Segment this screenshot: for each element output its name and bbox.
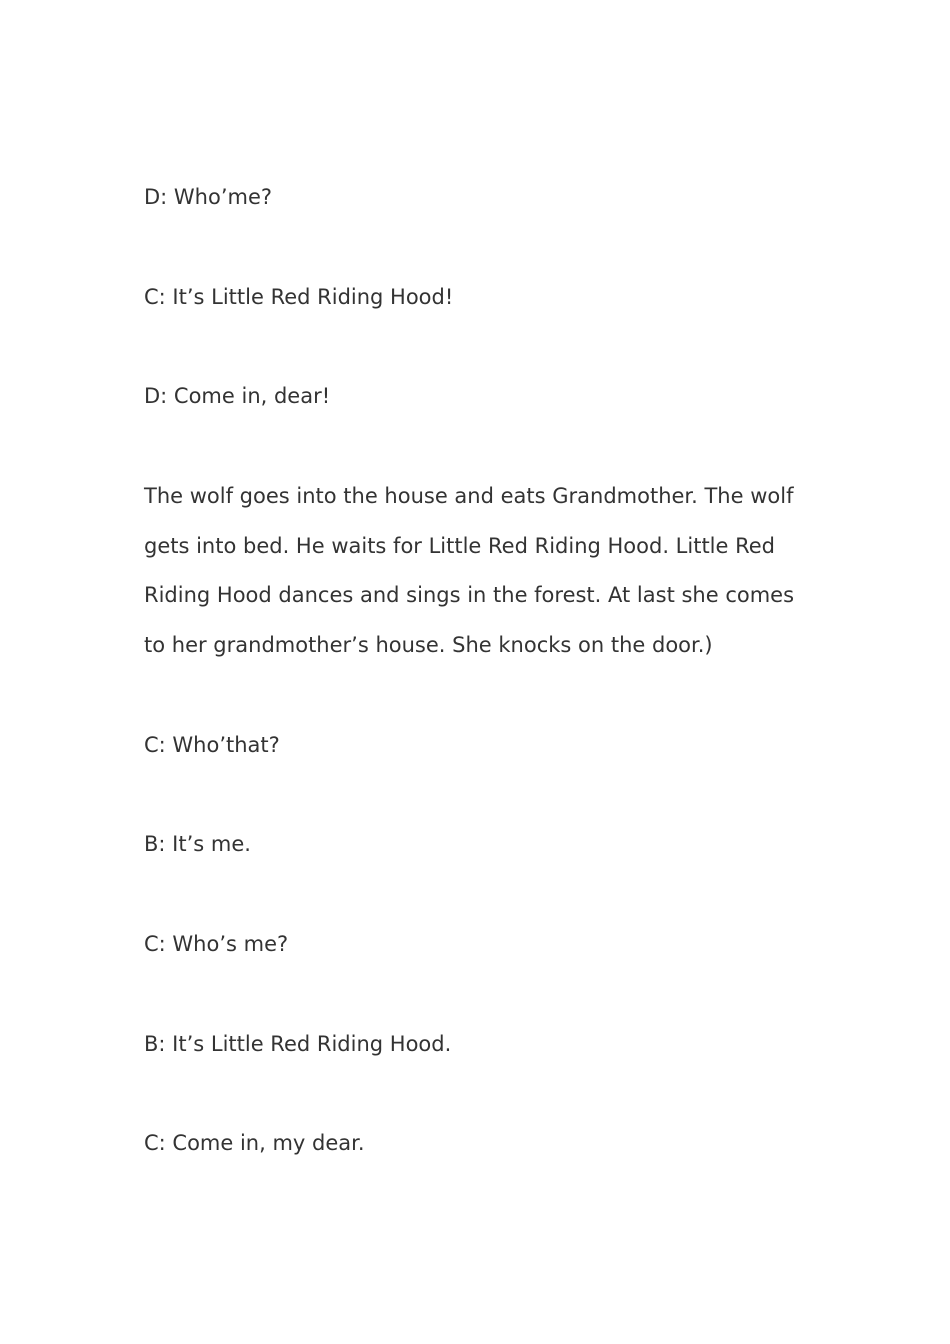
dialogue-line-c-its-little-red: C: It’s Little Red Riding Hood! (144, 284, 454, 309)
dialogue-line-c-come-in-my-dear: C: Come in, my dear. (144, 1131, 365, 1156)
document-page (144, 173, 804, 1219)
dialogue-line-d-who-me: D: Who’me? (144, 185, 273, 209)
dialogue-line-c-who-that: C: Who’that? (144, 732, 280, 757)
dialogue-line-b-little-red: B: It’s Little Red Riding Hood. (144, 1031, 452, 1056)
dialogue-line-d-come-in: D: Come in, dear! (144, 384, 331, 409)
narration-paragraph: The wolf goes into the house and eats Grandmother. The wolf gets into bed. He waits for Little Red Riding Hood. Little Red Riding Hood dances and sings in the forest. At last she comes to her grandmother’s house. She knocks on the door.) (144, 483, 795, 658)
dialogue-line-c-whos-me: C: Who’s me? (144, 931, 289, 956)
dialogue-line-b-its-me: B: It’s me. (144, 832, 251, 857)
